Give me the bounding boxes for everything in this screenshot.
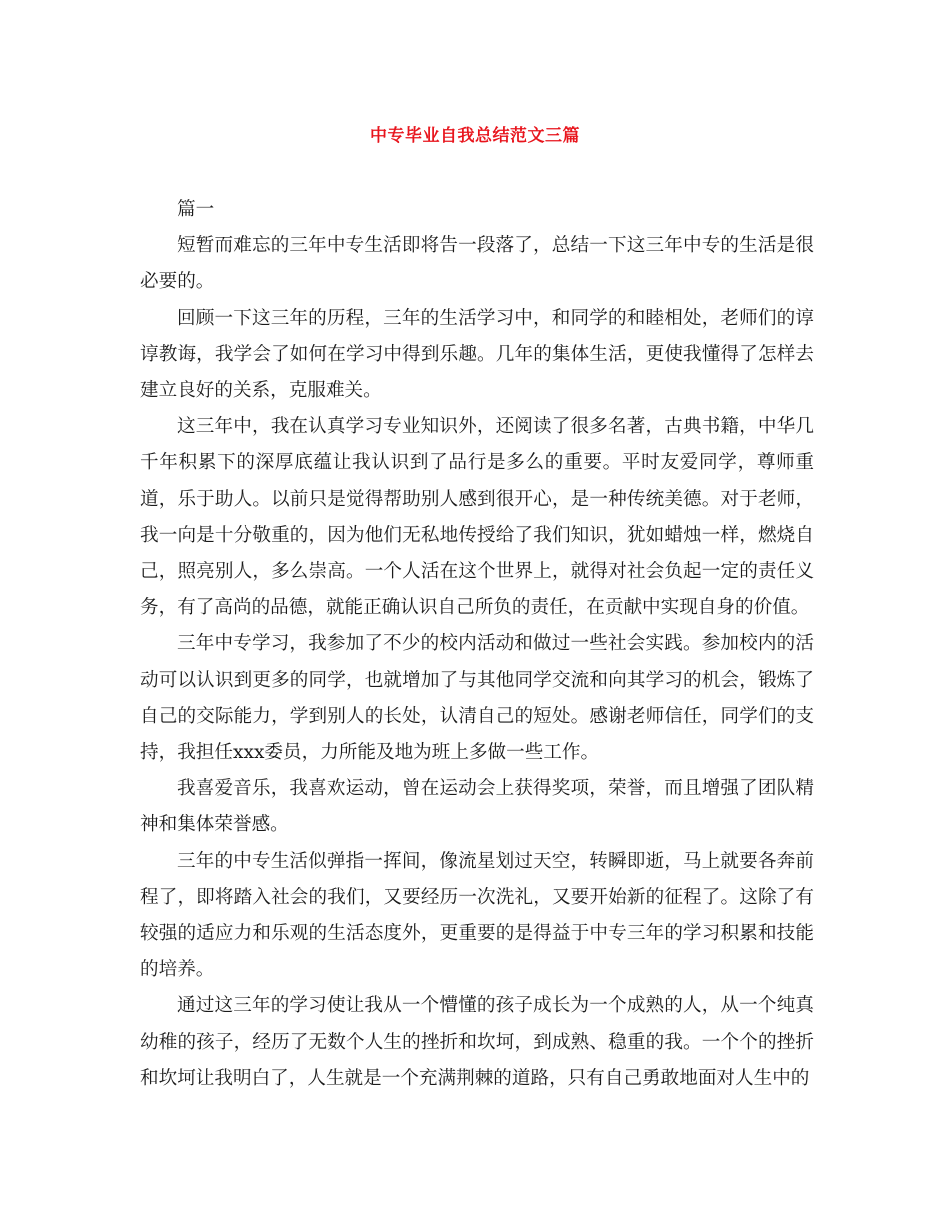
paragraph: 回顾一下这三年的历程，三年的生活学习中，和同学的和睦相处，老师们的谆谆教诲，我学会了如何在学习中得到乐趣。几年的集体生活，更使我懂得了怎样去建立良好的关系，克服难关。 xyxy=(140,307,814,402)
section-heading: 篇一 xyxy=(177,199,215,220)
paragraph: 这三年中，我在认真学习专业知识外，还阅读了很多名著，古典书籍，中华几千年积累下的深厚底蕴让我认识到了品行是多么的重要。平时友爱同学，尊师重道，乐于助人。以前只是觉得帮助别人感到很开心，是一种传统美德。对于老师，我一向是十分敬重的，因为他们无私地传授给了我们知识，犹如蜡烛一样，燃烧自己，照亮别人，多么崇高。一个人活在这个世界上，就得对社会负起一定的责任义务，有了高尚的品德，就能正确认识自己所负的责任，在贡献中实现自身的价值。 xyxy=(140,416,814,619)
paragraph: 通过这三年的学习使让我从一个懵懂的孩子成长为一个成熟的人，从一个纯真幼稚的孩子，经历了无数个人生的挫折和坎坷，到成熟、稳重的我。一个个的挫折和坎坷让我明白了，人生就是一个充满荆棘的道路，只有自己勇敢地面对人生中的 xyxy=(140,995,814,1089)
paragraph: 短暂而难忘的三年中专生活即将告一段落了，总结一下这三年中专的生活是很必要的。 xyxy=(140,235,814,293)
paragraph: 三年中专学习，我参加了不少的校内活动和做过一些社会实践。参加校内的活动可以认识到更多的同学，也就增加了与其他同学交流和向其学习的机会，锻炼了自己的交际能力，学到别人的长处，认清自己的短处。感谢老师信任，同学们的支持，我担任xxx委员，力所能及地为班上多做一些工作。 xyxy=(140,633,814,764)
paragraph: 我喜爱音乐，我喜欢运动，曾在运动会上获得奖项，荣誉，而且增强了团队精神和集体荣誉感。 xyxy=(140,778,814,836)
paragraph: 三年的中专生活似弹指一挥间，像流星划过天空，转瞬即逝，马上就要各奔前程了，即将踏入社会的我们，又要经历一次洗礼，又要开始新的征程了。这除了有较强的适应力和乐观的生活态度外，更重要的是得益于中专三年的学习积累和技能的培养。 xyxy=(140,850,814,981)
document-title: 中专毕业自我总结范文三篇 xyxy=(370,126,580,146)
document-body xyxy=(140,192,814,1097)
